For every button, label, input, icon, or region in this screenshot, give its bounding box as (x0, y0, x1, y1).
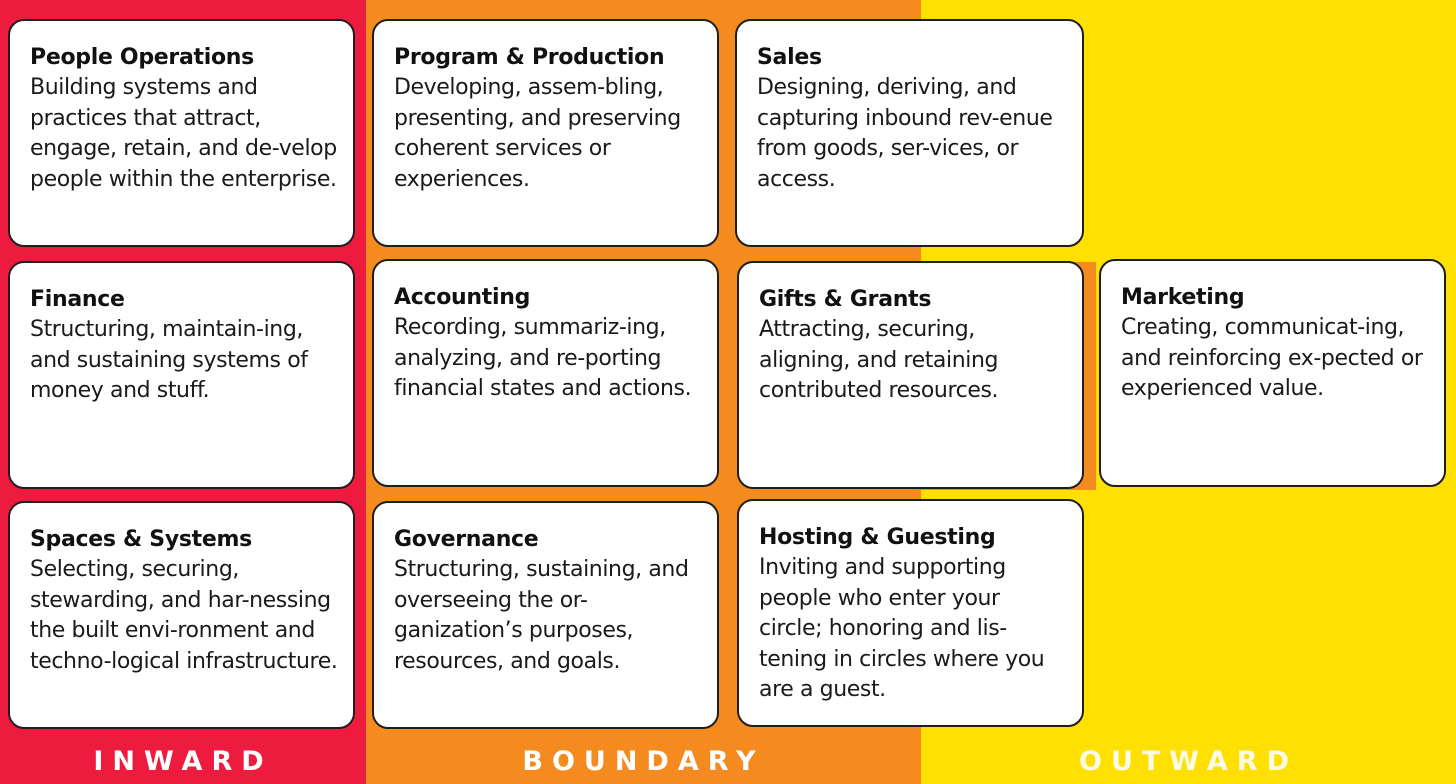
card-title: Program & Production (394, 45, 665, 70)
card-accounting (372, 259, 719, 487)
card-description: Recording, summariz-ing, analyzing, and re-porting financial states and actions. (394, 315, 692, 401)
card-title: People Operations (30, 45, 254, 70)
card-description: Structuring, sustaining, and overseeing the or-ganization’s purposes, resources, and goals. (394, 557, 689, 674)
card-sales (735, 19, 1084, 247)
zone-label-boundary: BOUNDARY (522, 746, 765, 777)
card-description: Designing, deriving, and capturing inbound rev-enue from goods, ser-vices, or access. (757, 75, 1053, 192)
card-description: Inviting and supporting people who enter your circle; honoring and lis-tening in circles where you are a guest. (759, 555, 1045, 702)
card-description: Building systems and practices that attract, engage, retain, and de-velop people within the enterprise. (30, 75, 337, 192)
card-description: Developing, assem-bling, presenting, and preserving coherent services or experiences. (394, 75, 681, 192)
card-title: Accounting (394, 285, 531, 310)
card-title: Gifts & Grants (759, 287, 932, 312)
card-gifts-grants (737, 261, 1084, 489)
card-description: Selecting, securing, stewarding, and har-nessing the built envi-ronment and techno-logical infrastructure. (30, 557, 338, 674)
card-program-production (372, 19, 719, 247)
card-title: Sales (757, 45, 822, 70)
card-finance (8, 261, 355, 489)
card-title: Governance (394, 527, 539, 552)
card-people-operations (8, 19, 355, 247)
card-description: Creating, communicat-ing, and reinforcing ex-pected or experienced value. (1121, 315, 1423, 401)
card-description: Structuring, maintain-ing, and sustaining systems of money and stuff. (30, 317, 308, 403)
card-title: Finance (30, 287, 125, 312)
card-marketing (1099, 259, 1446, 487)
card-hosting-guesting (737, 499, 1084, 727)
card-title: Spaces & Systems (30, 527, 252, 552)
card-description: Attracting, securing, aligning, and retaining contributed resources. (759, 317, 999, 403)
card-title: Hosting & Guesting (759, 525, 996, 550)
zone-label-outward: OUTWARD (1079, 746, 1298, 777)
card-title: Marketing (1121, 285, 1245, 310)
zone-label-inward: INWARD (93, 746, 273, 777)
card-spaces-systems (8, 501, 355, 729)
card-governance (372, 501, 719, 729)
